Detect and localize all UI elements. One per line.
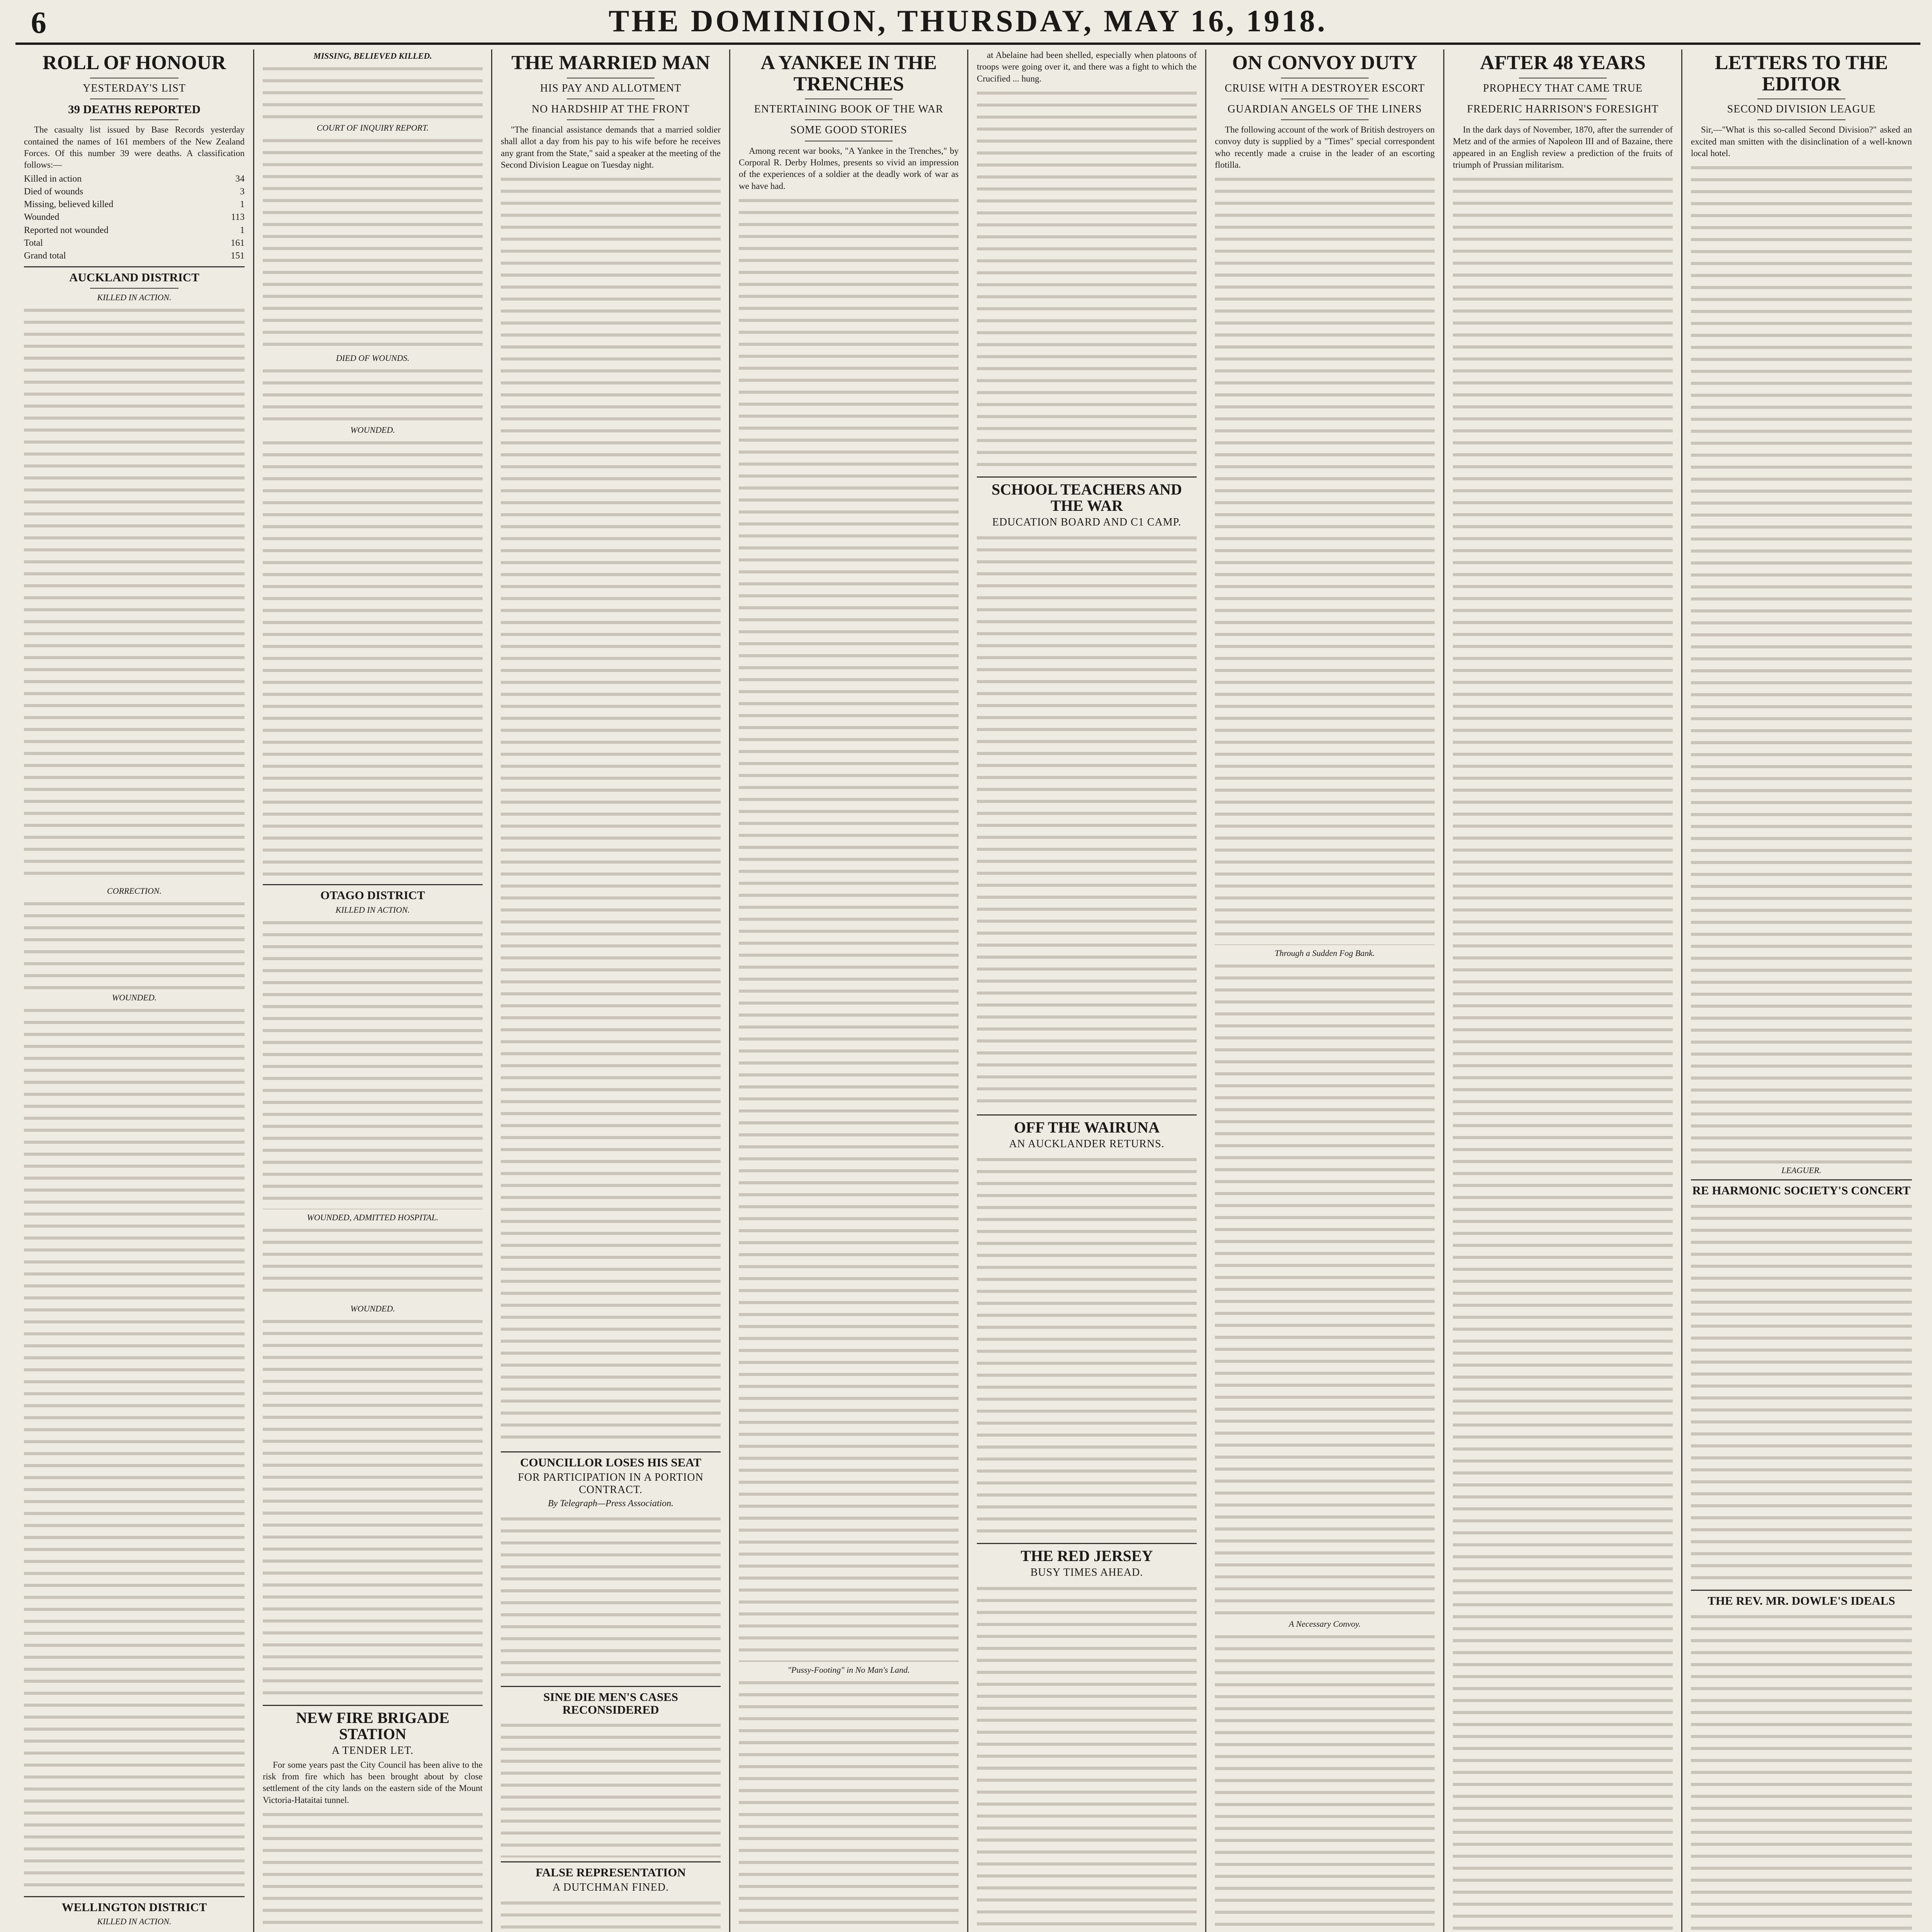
article-headline: AFTER 48 YEARS xyxy=(1480,52,1646,74)
table-row: Killed in action 34 xyxy=(24,173,245,184)
section-label: WOUNDED. xyxy=(350,1303,395,1313)
article-headline: A YANKEE IN THE TRENCHES xyxy=(760,52,937,95)
divider xyxy=(263,1705,483,1706)
section-label: CORRECTION. xyxy=(107,886,162,896)
table-row: Wounded 113 xyxy=(24,212,245,223)
article-text xyxy=(1215,959,1435,1616)
table-row: Missing, believed killed 1 xyxy=(24,199,245,210)
divider xyxy=(1519,119,1607,120)
divider xyxy=(90,288,178,289)
divider xyxy=(24,1896,245,1897)
article-headline: SCHOOL TEACHERS AND THE WAR xyxy=(992,481,1182,515)
name-list xyxy=(263,134,483,350)
column-after-48-years xyxy=(1444,49,1682,1932)
column-married-man xyxy=(492,49,730,1932)
page-number: 6 xyxy=(31,6,46,40)
masthead-title: THE DOMINION, THURSDAY, MAY 16, 1918. xyxy=(608,4,1328,38)
article-body: at Abelaine had been shelled, especially when platoons of troops were going over it, and there was a fight to which the Crucified ... hung. xyxy=(977,50,1197,83)
section-label: WOUNDED, ADMITTED HOSPITAL. xyxy=(307,1212,439,1222)
article-text xyxy=(739,1676,959,1932)
article-text xyxy=(501,1512,721,1682)
article-headline: LETTERS TO THE EDITOR xyxy=(1714,52,1888,95)
divider xyxy=(805,119,893,120)
article-text xyxy=(1691,1610,1912,1932)
article-body: Sir,—"What is this so-called Second Division?" asked an excited man smitten with the disinclination of a well-known local hotel. xyxy=(1691,125,1912,158)
article-subhead: BUSY TIMES AHEAD. xyxy=(1030,1566,1143,1579)
article-text xyxy=(501,172,721,1447)
divider xyxy=(90,119,178,120)
article-headline: COUNCILLOR LOSES HIS SEAT xyxy=(520,1456,701,1469)
article-body: Among recent war books, "A Yankee in the Trenches," by Corporal R. Derby Holmes, presents so vivid an impression of the experiences of a soldier at the deadly work of war as we have had. xyxy=(739,146,959,191)
article-subhead: PROPHECY THAT CAME TRUE xyxy=(1483,82,1643,94)
article-subhead: HIS PAY AND ALLOTMENT xyxy=(540,82,682,94)
article-headline: THE MARRIED MAN xyxy=(511,52,710,74)
district-heading: OTAGO DISTRICT xyxy=(320,888,425,902)
section-label: WOUNDED. xyxy=(350,425,395,435)
section-label: Through a Sudden Fog Bank. xyxy=(1275,948,1375,958)
casualty-table xyxy=(24,173,245,262)
section-label: COURT OF INQUIRY REPORT. xyxy=(316,123,429,133)
table-row: Total 161 xyxy=(24,238,245,248)
article-headline: ON CONVOY DUTY xyxy=(1232,52,1418,74)
article-subhead: NO HARDSHIP AT THE FRONT xyxy=(531,103,690,115)
article-subhead: A DUTCHMAN FINED. xyxy=(553,1881,669,1893)
name-list xyxy=(263,62,483,120)
article-text xyxy=(739,194,959,1662)
name-list xyxy=(263,916,483,1209)
column-casualties-cont xyxy=(254,49,492,1932)
article-body: "The financial assistance demands that a married soldier shall allot a day from his pay to his wife before he receives any grant from the State," said a speaker at the meeting of the Second Division League on Tuesday night. xyxy=(501,124,721,170)
article-headline: NEW FIRE BRIGADE STATION xyxy=(296,1709,450,1743)
name-list xyxy=(24,897,245,990)
article-text xyxy=(977,86,1197,473)
divider xyxy=(263,884,483,885)
divider xyxy=(1691,1179,1912,1180)
divider xyxy=(501,1451,721,1452)
divider xyxy=(567,119,655,120)
section-label: KILLED IN ACTION. xyxy=(335,905,410,915)
article-subhead: FREDERIC HARRISON'S FORESIGHT xyxy=(1467,103,1659,115)
section-label: DIED OF WOUNDS. xyxy=(336,353,410,363)
article-text xyxy=(263,1808,483,1932)
divider xyxy=(977,476,1197,478)
article-subhead: CRUISE WITH A DESTROYER ESCORT xyxy=(1225,82,1425,94)
name-list xyxy=(24,1927,245,1932)
table-row: Died of wounds 3 xyxy=(24,186,245,197)
article-body: For some years past the City Council has been alive to the risk from fire which has been brought about by close settlement of the city lands on the eastern side of the Mount Victoria-Hataitai tunnel. xyxy=(263,1760,483,1805)
article-subhead: ENTERTAINING BOOK OF THE WAR xyxy=(754,103,944,116)
article-subhead: FOR PARTICIPATION IN A PORTION CONTRACT. xyxy=(518,1471,704,1496)
divider xyxy=(501,1861,721,1862)
section-label: "Pussy-Footing" in No Man's Land. xyxy=(787,1665,910,1675)
article-subhead: GUARDIAN ANGELS OF THE LINERS xyxy=(1228,103,1422,115)
name-list xyxy=(263,436,483,880)
article-text xyxy=(1691,1199,1912,1586)
article-subhead: SOME GOOD STORIES xyxy=(790,124,907,136)
section-label: MISSING, BELIEVED KILLED. xyxy=(313,51,432,61)
article-headline: THE REV. MR. DOWLE'S IDEALS xyxy=(1708,1594,1895,1607)
article-text xyxy=(1691,161,1912,1165)
article-subhead: SECOND DIVISION LEAGUE xyxy=(1727,103,1876,116)
article-headline: SINE DIE MEN'S CASES RECONSIDERED xyxy=(543,1690,678,1716)
article-body: The following account of the work of British destroyers on convoy duty is supplied by a "Times" special correspondent who recently made a cruise in the leader of an escorting flotilla. xyxy=(1215,124,1435,170)
article-text xyxy=(501,1718,721,1857)
article-headline: FALSE REPRESENTATION xyxy=(536,1866,686,1879)
article-headline: RE HARMONIC SOCIETY'S CONCERT xyxy=(1692,1184,1911,1197)
article-headline: OFF THE WAIRUNA xyxy=(1014,1119,1160,1136)
name-list xyxy=(263,1223,483,1301)
column-letters xyxy=(1682,49,1920,1932)
divider xyxy=(977,1114,1197,1116)
article-text xyxy=(1215,1630,1435,1932)
article-text xyxy=(1215,172,1435,945)
district-heading: AUCKLAND DISTRICT xyxy=(69,270,199,284)
article-text xyxy=(501,1896,721,1932)
article-body: In the dark days of November, 1870, after the surrender of Metz and of the armies of Napoleon III and of Bazaine, there appeared in an English review a prediction of the fruits of triumph of Prussian militarism. xyxy=(1453,124,1673,170)
table-row: Reported not wounded 1 xyxy=(24,225,245,235)
masthead xyxy=(15,0,1920,45)
article-headline: THE RED JERSEY xyxy=(1020,1547,1153,1565)
table-row: Grand total 151 xyxy=(24,250,245,261)
article-text xyxy=(1453,172,1673,1932)
roll-subtitle: YESTERDAY'S LIST xyxy=(83,82,186,94)
column-roll-of-honour xyxy=(15,49,254,1932)
divider xyxy=(977,1543,1197,1544)
article-text xyxy=(977,1582,1197,1932)
article-subhead: A TENDER LET. xyxy=(332,1744,414,1757)
article-subhead: EDUCATION BOARD AND C1 CAMP. xyxy=(992,516,1182,529)
divider xyxy=(1757,119,1846,120)
name-list xyxy=(24,303,245,883)
byline: By Telegraph—Press Association. xyxy=(548,1498,674,1509)
article-text xyxy=(977,531,1197,1111)
column-school-teachers xyxy=(968,49,1206,1932)
column-yankee-trenches xyxy=(730,49,968,1932)
columns xyxy=(15,49,1920,1932)
divider xyxy=(501,1686,721,1687)
letter-signer: LEAGUER. xyxy=(1781,1165,1821,1175)
roll-title: ROLL OF HONOUR xyxy=(43,52,226,74)
name-list xyxy=(263,1315,483,1701)
divider xyxy=(1281,119,1369,120)
section-label: A Necessary Convoy. xyxy=(1289,1619,1361,1629)
column-convoy-duty xyxy=(1206,49,1444,1932)
district-heading: WELLINGTON DISTRICT xyxy=(61,1900,207,1914)
name-list xyxy=(24,1003,245,1892)
divider xyxy=(1691,1590,1912,1591)
divider xyxy=(24,266,245,267)
section-label: WOUNDED. xyxy=(112,992,157,1002)
section-label: KILLED IN ACTION. xyxy=(97,292,172,302)
article-text xyxy=(977,1153,1197,1539)
name-list xyxy=(263,364,483,422)
section-label: KILLED IN ACTION. xyxy=(97,1917,172,1927)
deaths-heading: 39 DEATHS REPORTED xyxy=(68,102,201,116)
casualty-summary: The casualty list issued by Base Records yesterday contained the names of 161 members of the New Zealand Forces. Of this number 39 were deaths. A classification follows:— xyxy=(24,125,245,170)
article-subhead: AN AUCKLANDER RETURNS. xyxy=(1009,1138,1165,1150)
